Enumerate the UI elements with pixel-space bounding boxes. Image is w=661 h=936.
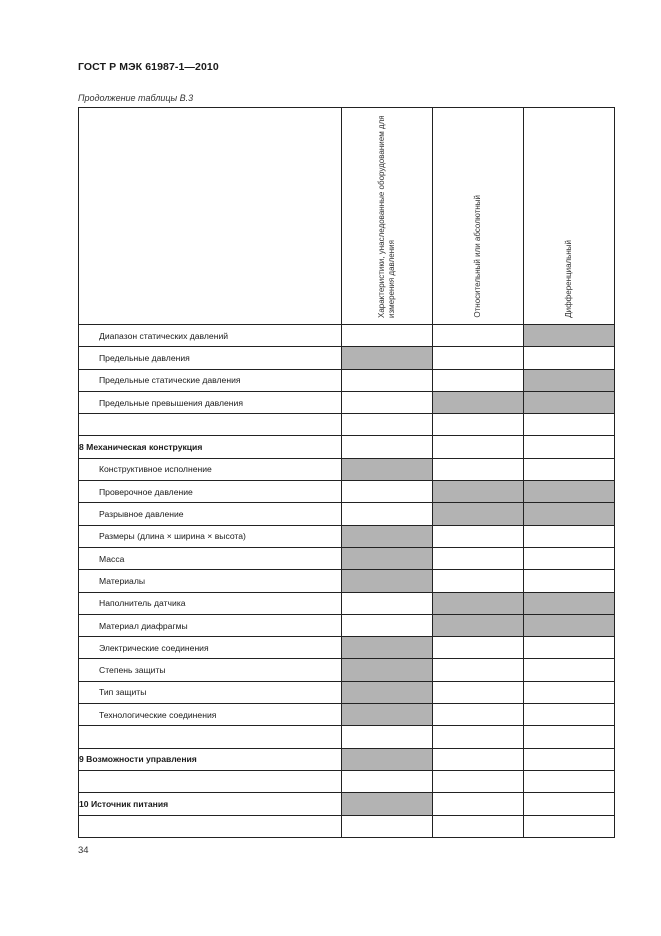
table-row	[79, 659, 615, 681]
table-row	[79, 347, 615, 369]
empty-cell	[433, 659, 524, 681]
table-row	[79, 704, 615, 726]
column-header-differential: Дифференциальный	[564, 240, 573, 318]
row-label-cell: Электрические соединения	[79, 637, 342, 659]
empty-cell	[342, 391, 433, 413]
empty-cell	[524, 547, 615, 569]
empty-cell	[524, 570, 615, 592]
table-row	[79, 458, 615, 480]
table-row	[79, 614, 615, 636]
empty-cell	[524, 726, 615, 748]
table-row	[79, 414, 615, 436]
specification-table	[78, 107, 615, 838]
empty-cell	[524, 681, 615, 703]
row-label-cell: Масса	[79, 547, 342, 569]
shaded-cell	[433, 391, 524, 413]
section-heading-cell: 9 Возможности управления	[79, 748, 342, 770]
row-label-cell	[79, 726, 342, 748]
shaded-cell	[342, 704, 433, 726]
empty-cell	[433, 525, 524, 547]
shaded-cell	[433, 481, 524, 503]
empty-cell	[433, 570, 524, 592]
document-header: ГОСТ Р МЭК 61987-1—2010	[78, 61, 219, 73]
row-label-cell: Проверочное давление	[79, 481, 342, 503]
table-row	[79, 592, 615, 614]
row-label-cell	[79, 815, 342, 837]
row-label-cell: Технологические соединения	[79, 704, 342, 726]
empty-cell	[433, 547, 524, 569]
empty-cell	[433, 436, 524, 458]
empty-cell	[342, 614, 433, 636]
shaded-cell	[433, 503, 524, 525]
shaded-cell	[342, 681, 433, 703]
column-header-inherited: Характеристики, унаследованные оборудованием для измерения давления	[377, 115, 396, 318]
empty-cell	[342, 369, 433, 391]
row-label-cell: Диапазон статических давлений	[79, 325, 342, 347]
empty-cell	[342, 436, 433, 458]
table-row	[79, 748, 615, 770]
section-heading-cell: 10 Источник питания	[79, 793, 342, 815]
empty-cell	[342, 503, 433, 525]
empty-cell	[433, 770, 524, 792]
table-row	[79, 793, 615, 815]
empty-cell	[433, 748, 524, 770]
header-cell-inherited	[342, 108, 433, 325]
table-row	[79, 503, 615, 525]
empty-cell	[433, 369, 524, 391]
header-cell-relative	[433, 108, 524, 325]
shaded-cell	[342, 547, 433, 569]
empty-cell	[433, 704, 524, 726]
table-row	[79, 481, 615, 503]
table-row	[79, 547, 615, 569]
table-row	[79, 637, 615, 659]
column-header-relative-absolute: Относительный или абсолютный	[473, 195, 482, 318]
empty-cell	[524, 793, 615, 815]
empty-cell	[342, 726, 433, 748]
empty-cell	[342, 770, 433, 792]
header-cell-differential	[524, 108, 615, 325]
table-row	[79, 369, 615, 391]
empty-cell	[433, 458, 524, 480]
shaded-cell	[342, 525, 433, 547]
shaded-cell	[524, 614, 615, 636]
shaded-cell	[342, 637, 433, 659]
empty-cell	[433, 726, 524, 748]
row-label-cell: Наполнитель датчика	[79, 592, 342, 614]
shaded-cell	[524, 369, 615, 391]
empty-cell	[524, 704, 615, 726]
table-row	[79, 325, 615, 347]
table-body	[79, 325, 615, 838]
row-label-cell	[79, 414, 342, 436]
table-row	[79, 570, 615, 592]
empty-cell	[433, 793, 524, 815]
shaded-cell	[524, 391, 615, 413]
row-label-cell: Размеры (длина × ширина × высота)	[79, 525, 342, 547]
empty-cell	[524, 458, 615, 480]
empty-cell	[524, 525, 615, 547]
empty-cell	[524, 659, 615, 681]
table-row	[79, 681, 615, 703]
shaded-cell	[524, 503, 615, 525]
table-row	[79, 815, 615, 837]
empty-cell	[524, 770, 615, 792]
row-label-cell	[79, 770, 342, 792]
empty-cell	[524, 748, 615, 770]
row-label-cell: Конструктивное исполнение	[79, 458, 342, 480]
page-number: 34	[78, 845, 89, 856]
shaded-cell	[342, 347, 433, 369]
empty-cell	[524, 815, 615, 837]
row-label-cell: Материал диафрагмы	[79, 614, 342, 636]
table-row	[79, 726, 615, 748]
row-label-cell: Разрывное давление	[79, 503, 342, 525]
empty-cell	[524, 637, 615, 659]
row-label-cell: Предельные превышения давления	[79, 391, 342, 413]
empty-cell	[433, 347, 524, 369]
table-caption: Продолжение таблицы В.3	[78, 93, 194, 103]
empty-cell	[342, 414, 433, 436]
row-label-cell: Степень защиты	[79, 659, 342, 681]
table-row	[79, 525, 615, 547]
shaded-cell	[433, 614, 524, 636]
empty-cell	[524, 436, 615, 458]
table-row	[79, 391, 615, 413]
section-heading-cell: 8 Механическая конструкция	[79, 436, 342, 458]
shaded-cell	[524, 481, 615, 503]
shaded-cell	[524, 592, 615, 614]
table-row	[79, 770, 615, 792]
row-label-cell: Предельные статические давления	[79, 369, 342, 391]
empty-cell	[342, 815, 433, 837]
table-header-row	[79, 108, 615, 325]
row-label-cell: Предельные давления	[79, 347, 342, 369]
shaded-cell	[342, 570, 433, 592]
empty-cell	[342, 592, 433, 614]
empty-cell	[524, 347, 615, 369]
shaded-cell	[342, 659, 433, 681]
shaded-cell	[433, 592, 524, 614]
empty-cell	[342, 481, 433, 503]
empty-cell	[433, 637, 524, 659]
empty-cell	[433, 815, 524, 837]
empty-cell	[433, 681, 524, 703]
empty-cell	[342, 325, 433, 347]
table-row	[79, 436, 615, 458]
row-label-cell: Тип защиты	[79, 681, 342, 703]
empty-cell	[524, 414, 615, 436]
row-label-cell: Материалы	[79, 570, 342, 592]
empty-cell	[433, 325, 524, 347]
header-cell-empty	[79, 108, 342, 325]
shaded-cell	[342, 748, 433, 770]
shaded-cell	[524, 325, 615, 347]
shaded-cell	[342, 793, 433, 815]
empty-cell	[433, 414, 524, 436]
shaded-cell	[342, 458, 433, 480]
